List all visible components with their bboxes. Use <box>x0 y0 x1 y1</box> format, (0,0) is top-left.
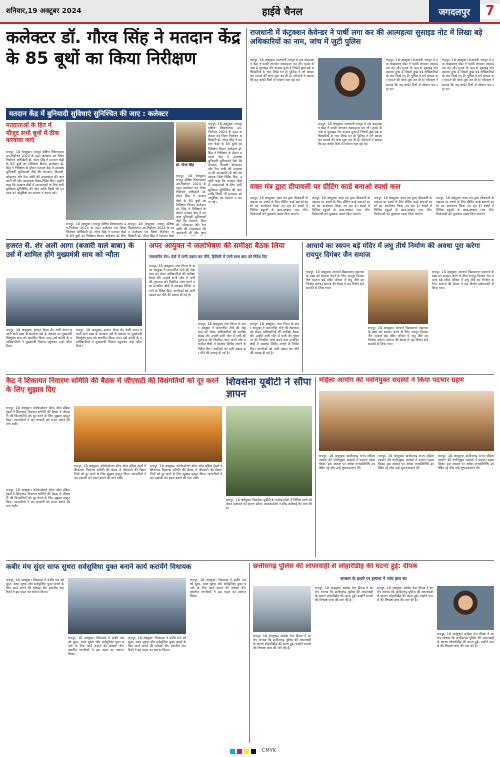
story10-body-col3: रायपुर, 18 अक्टूबर। विधायक ने कबीर मंच को सुंदर, साफ सुथरा और सर्वसुविधा युक्त बनाने के लिए कार्य कराने की घोषणा की। स्थानीय नागरिकों ने इस पहल का स्वागत किया। <box>128 636 186 653</box>
story11-body-col2: रायपुर, 18 अक्टूबर। कांग्रेस नेता दीपक ने आरोप लगाया कि छत्तीसगढ़ पुलिस की लापरवाही के कारण लोहारीडीह की घटना हुई। उन्होंने मामले की निष्पक्ष जांच की मांग की है। <box>315 586 373 603</box>
story11-headline-box <box>253 563 494 575</box>
column-rule <box>302 242 303 372</box>
story9-body-col3: रायपुर, 18 अक्टूबर। छत्तीसगढ़ राज्य महिला आयोग की नवनियुक्त सदस्यों ने पदभार ग्रहण किया। इस अवसर पर अनेक जनप्रतिनिधि उपस्थित रहे और उन्हें शुभकामनाएं दीं। <box>438 454 494 471</box>
story2-body-col3: रायपुर, 18 अक्टूबर। राजधानी रायपुर में एक कंस्ट्रक्शन वेंडर ने फांसी लगाकर आत्महत्या कर ली। मृतक के पास से सुसाइड नोट बरामद हुआ है जिसमें कुछ बड़े अधिकारियों के नाम लिखे गए हैं। पुलिस ने मर्ग कायम कर मामले की जांच शुरू कर दी है। परिजनों ने बताया कि वह काफी दिनों से परेशान चल रहा था। <box>386 58 438 91</box>
story11-body-col3: रायपुर, 18 अक्टूबर। कांग्रेस नेता दीपक ने आरोप लगाया कि छत्तीसगढ़ पुलिस की लापरवाही के कारण लोहारीडीह की घटना हुई। उन्होंने मामले की निष्पक्ष जांच की मांग की है। <box>377 586 433 603</box>
story9-headline-box <box>319 377 494 389</box>
column-rule <box>145 242 146 372</box>
story7-body-col3: रायपुर, 18 अक्टूबर। कॉन्फेडरेशन ऑफ ऑल इंडिया ट्रेडर्स ने शिकायत निवारण समिति की बैठक में जीएसटी की विसंगतियों को दूर करने के लिए सुझाव प्रस्तुत किए। व्यापारियों ने कर प्रणाली को सरल बनाने की मांग रखी। <box>150 464 222 481</box>
story4-body-col2: रायपुर, 18 अक्टूबर। हजरत सैयद शेर अली आगा बजारी वाले बाबा के सालाना उर्स के अवसर पर मुख्यमंत्री विष्णुदेव साय को आमंत्रित किया गया। उर्स कमेटी के पदाधिकारियों ने मुख्यमंत्री निवास पहुंचकर उन्हें न्यौता दिया। <box>76 328 142 349</box>
footer <box>0 745 500 757</box>
story10-headline: कबीर मंच सुंदर साफ सुथरा सर्वसुविधा युक्त बनाने कार्य करायेंगे विधायक <box>6 563 192 571</box>
story3-body-col4: रायपुर, 18 अक्टूबर। वक्त मंत्र द्वारा दीपावली के अवसर पर बच्चों के लिए ग्रीटिंग कार्ड बनाओ स्पर्धा का आयोजन किया जा रहा है। स्पर्धा में विभिन्न स्कूलों के छात्र-छात्राएं भाग लेंगे। विजेताओं को पुरस्कार प्रदान किए जाएंगे। <box>436 196 494 217</box>
story3-headline-box <box>250 183 494 194</box>
story3-headline: वक्त मंत्र द्वारा दीपावली पर ग्रीटिंग कार्ड बनाओ स्पर्धा कल <box>250 183 401 191</box>
story5-body-col1: रायपुर, 18 अक्टूबर। नगर निगम के अपर आयुक्त ने जलजनित रोगों की रोकथाम को लेकर अधिकारियों की समीक्षा बैठक ली। उन्होंने सभी जोन में पानी की गुणवत्ता की नियमित जांच करने तथा प्रभावित क्षेत्रों में स्वास्थ्य शिविर लगाने के निर्देश दिए। नागरिकों को पानी उबाल कर पीने की सलाह दी गई है। <box>149 264 195 297</box>
story3-body-col2: रायपुर, 18 अक्टूबर। वक्त मंत्र द्वारा दीपावली के अवसर पर बच्चों के लिए ग्रीटिंग कार्ड बनाओ स्पर्धा का आयोजन किया जा रहा है। स्पर्धा में विभिन्न स्कूलों के छात्र-छात्राएं भाग लेंगे। विजेताओं को पुरस्कार प्रदान किए जाएंगे। <box>312 196 370 217</box>
lead-photo-main <box>66 122 174 220</box>
story9-photo <box>319 391 494 451</box>
story2-body-col1: रायपुर, 18 अक्टूबर। राजधानी रायपुर में एक कंस्ट्रक्शन वेंडर ने फांसी लगाकर आत्महत्या कर ली। मृतक के पास से सुसाइड नोट बरामद हुआ है जिसमें कुछ बड़े अधिकारियों के नाम लिखे गए हैं। पुलिस ने मर्ग कायम कर मामले की जांच शुरू कर दी है। परिजनों ने बताया कि वह काफी दिनों से परेशान चल रहा था। <box>250 58 314 83</box>
story11-subhead: सरकार के इशारे पर हत्यारा ने जांच हाथ का <box>340 576 407 581</box>
lead-body-col1: रायपुर, 18 अक्टूबर। रायपुर दक्षिण विधानसभा उप-निर्वाचन 2024 के तहत कलेक्टर एवं जिला निर्वाचन अधिकारी डॉ. गौरव सिंह ने मतदान केंद्रों के 85 बूथों का निरीक्षण किया। कलेक्टर डॉ. सिंह ने निरीक्षण के दौरान मतदान केंद्र में उपलब्ध बुनियादी सुविधाओं जैसे कि पेयजल, बिजली, शौचालय और रैम्प आदि की उपलब्धता की जानकारी ली और आवश्यक दिशा-निर्देश दिए। उन्होंने कहा कि मतदान केंद्रों में मतदाताओं के लिए सभी सुविधाएं सुनिश्चित की जाएं ताकि किसी भी मतदाता को असुविधा का सामना न करना पड़े। <box>6 150 64 195</box>
story5-photo <box>198 264 299 320</box>
story6-body-col1: रायपुर, 18 अक्टूबर। आचार्य विद्यासागर महाराज के स्वप्न को साकार करने के लिए रायपुर दिगंबर जैन समाज बड़े मंदिर परिसर में लघु तीर्थ का निर्माण करेगा। समाज की बैठक में यह निर्णय सर्वसम्मति से लिया गया। <box>306 270 364 291</box>
section-rule <box>6 374 494 375</box>
story3-body-col3: रायपुर, 18 अक्टूबर। वक्त मंत्र द्वारा दीपावली के अवसर पर बच्चों के लिए ग्रीटिंग कार्ड बनाओ स्पर्धा का आयोजन किया जा रहा है। स्पर्धा में विभिन्न स्कूलों के छात्र-छात्राएं भाग लेंगे। विजेताओं को पुरस्कार प्रदान किए जाएंगे। <box>374 196 432 217</box>
lead-body-col5: रायपुर, 18 अक्टूबर। रायपुर दक्षिण विधानसभा उप-निर्वाचन 2024 के तहत कलेक्टर एवं जिला निर्वाचन अधिकारी डॉ. गौरव सिंह ने मतदान केंद्रों के 85 बूथों का निरीक्षण किया। कलेक्टर डॉ. सिंह ने निरीक्षण के दौरान मतदान केंद्र में उपलब्ध बुनियादी सुविधाओं जैसे कि पेयजल, बिजली, शौचालय और रैम्प आदि की उपलब्धता की जानकारी ली और आव <box>176 174 206 236</box>
column-rule <box>249 563 250 743</box>
lead-headline-box <box>6 28 242 106</box>
story2-headline: राजधानी में कंट्रक्शन केवेन्डर ने पार्षी लगा कर की आत्महत्या सुसाइड नोट में लिखा बड़े अधिकारियों का नाम, जांच में जुटी पुलिस <box>250 28 483 46</box>
story4-body-col1: रायपुर, 18 अक्टूबर। हजरत सैयद शेर अली आगा बजारी वाले बाबा के सालाना उर्स के अवसर पर मुख्यमंत्री विष्णुदेव साय को आमंत्रित किया गया। उर्स कमेटी के पदाधिकारियों ने मुख्यमंत्री निवास पहुंचकर उन्हें न्यौता दिया। <box>6 328 72 349</box>
city-label: जगदलपुर <box>429 0 480 22</box>
story4-headline-box <box>6 242 142 276</box>
story7-body-col4: रायपुर, 18 अक्टूबर। कॉन्फेडरेशन ऑफ ऑल इंडिया ट्रेडर्स ने शिकायत निवारण समिति की बैठक में जीएसटी की विसंगतियों को दूर करने के लिए सुझाव प्रस्तुत किए। व्यापारियों ने कर प्रणाली को सरल बनाने की मांग रखी। <box>6 488 70 509</box>
story11-photo <box>253 586 311 632</box>
magenta-swatch <box>237 749 242 754</box>
story2-body-col2: रायपुर, 18 अक्टूबर। राजधानी रायपुर में एक कंस्ट्रक्शन वेंडर ने फांसी लगाकर आत्महत्या कर ली। मृतक के पास से सुसाइड नोट बरामद हुआ है जिसमें कुछ बड़े अधिकारियों के नाम लिखे गए हैं। पुलिस ने मर्ग कायम कर मामले की जांच शुरू कर दी है। परिजनों ने बताया कि वह काफी दिनों से परेशान चल रहा था। <box>318 122 382 147</box>
story10-body-col1: रायपुर, 18 अक्टूबर। विधायक ने कबीर मंच को सुंदर, साफ सुथरा और सर्वसुविधा युक्त बनाने के लिए कार्य कराने की घोषणा की। स्थानीय नागरिकों ने इस पहल का स्वागत किया। <box>6 578 64 595</box>
story10-body-col4: रायपुर, 18 अक्टूबर। विधायक ने कबीर मंच को सुंदर, साफ सुथरा और सर्वसुविधा युक्त बनाने के लिए कार्य कराने की घोषणा की। स्थानीय नागरिकों ने इस पहल का स्वागत किया। <box>190 578 246 599</box>
story11-subhead-box <box>253 576 494 584</box>
story5-body-col2: रायपुर, 18 अक्टूबर। नगर निगम के अपर आयुक्त ने जलजनित रोगों की रोकथाम को लेकर अधिकारियों की समीक्षा बैठक ली। उन्होंने सभी जोन में पानी की गुणवत्ता की नियमित जांच करने तथा प्रभावित क्षेत्रों में स्वास्थ्य शिविर लगाने के निर्देश दिए। नागरिकों को पानी उबाल कर पीने की सलाह दी गई है। <box>198 322 246 355</box>
paper-name: हाईवे चैनल <box>262 7 303 18</box>
story6-body-col3: रायपुर, 18 अक्टूबर। आचार्य विद्यासागर महाराज के स्वप्न को साकार करने के लिए रायपुर दिगंबर जैन समाज बड़े मंदिर परिसर में लघु तीर्थ का निर्माण करेगा। समाज की बैठक में यह निर्णय सर्वसम्मति से लिया गया। <box>432 270 494 291</box>
lead-body-col2: रायपुर, 18 अक्टूबर। रायपुर दक्षिण विधानसभा उप-निर्वाचन 2024 के तहत कलेक्टर एवं जिला निर्वाचन अधिकारी डॉ. गौरव सिंह ने मतदान केंद्रों के 85 बूथों का निरीक्षण किया। कलेक्टर डॉ. सिंह ने निरीक्षण के दौरान मतदान केंद्र में उपलब्ध बुनियादी सुविधाओं जैसे कि पेयजल, बिजली, शौचालय और रैम्प आदि की उपलब्धता की जानकारी ली और आवश्यक दिशा-निर्देश दिए। उन्होंने कहा कि मतदान केंद्रों में मतदाताओं के लिए सभी सुविधाएं सुनिश्चित की जाएं ताकि किसी भी मतदाता को असुविधा का सामना न करना पड़े। <box>208 122 242 204</box>
column-rule <box>315 377 316 557</box>
story2-body-col4: रायपुर, 18 अक्टूबर। राजधानी रायपुर में एक कंस्ट्रक्शन वेंडर ने फांसी लगाकर आत्महत्या कर ली। मृतक के पास से सुसाइड नोट बरामद हुआ है जिसमें कुछ बड़े अधिकारियों के नाम लिखे गए हैं। पुलिस ने मर्ग कायम कर मामले की जांच शुरू कर दी है। परिजनों ने बताया कि वह काफी दिनों से परेशान चल रहा था। <box>442 58 494 91</box>
story10-photo <box>68 578 186 634</box>
story8-photo <box>226 406 312 496</box>
lead-subhead: मतदान केंद्र में बुनियादी सुविधाएं सुनिश्चित की जाए : कलेक्टर <box>6 108 242 120</box>
issue-date: शनिवार,19 अक्टूबर 2024 <box>6 6 82 15</box>
footer-label: CMYK <box>261 748 277 754</box>
lead-side-quote-box <box>6 122 64 148</box>
lead-body-col3: रायपुर, 18 अक्टूबर। रायपुर दक्षिण विधानसभा उप-निर्वाचन 2024 के तहत कलेक्टर एवं जिला निर्वाचन अधिकारी डॉ. गौरव सिंह ने मतदान केंद्रों के 85 बूथों का निरीक्षण किया। कलेक्टर डॉ. सिंह <box>66 222 126 238</box>
story7-headline-box <box>6 377 222 403</box>
story4-headline: हजरत सै. शेर अली आगा (बजारी वाले बाबा) के उर्स में शामिल होंगे मुख्यमंत्री साय को न्यौता <box>6 242 134 259</box>
story7-headline: कैट ने शिकायत निवारण समिति की बैठक में जीएसटी की विसंगतियों को दूर करने के लिए सुझाव दिए <box>6 377 219 394</box>
story5-headline: अपर आयुक्त ने जलभिषण की समीक्षा बैठक लिया <box>149 242 285 250</box>
lead-side-quote: मतदाताओं के हित में मौजूद सभी बूथों में ठीक करवाया जाएं <box>6 122 60 144</box>
story9-body-col2: रायपुर, 18 अक्टूबर। छत्तीसगढ़ राज्य महिला आयोग की नवनियुक्त सदस्यों ने पदभार ग्रहण किया। इस अवसर पर अनेक जनप्रतिनिधि उपस्थित रहे और उन्हें शुभकामनाएं दीं। <box>378 454 434 471</box>
black-swatch <box>251 749 256 754</box>
masthead <box>0 0 500 24</box>
story5-subhead-box <box>149 254 299 262</box>
story2-headline-box <box>250 28 494 54</box>
story6-photo <box>368 270 428 324</box>
story11-headline: छत्तीसगढ़ पुलिस की लापरवाही से लोहारीडीह की घटना हुई: दीपक <box>253 563 418 570</box>
column-rule <box>246 28 247 236</box>
story9-headline: महिला आयोग की नवनियुक्त सदस्यों ने किया पदभार ग्रहण <box>319 377 464 384</box>
section-rule <box>6 239 494 240</box>
story8-body: रायपुर, 18 अक्टूबर। शिवसेना यूबीटी के कार्यकर्ताओं ने विभिन्न मांगों को लेकर प्रशासन को ज्ञापन सौंपा। कार्यकर्ताओं ने शीघ्र कार्रवाई की मांग की है। <box>226 498 312 511</box>
story11-body-col4: रायपुर, 18 अक्टूबर। कांग्रेस नेता दीपक ने आरोप लगाया कि छत्तीसगढ़ पुलिस की लापरवाही के कारण लोहारीडीह की घटना हुई। उन्होंने मामले की निष्पक्ष जांच की मांग की है। <box>437 632 494 649</box>
lead-headline: कलेक्टर डॉ. गौरव सिंह ने मतदान केंद्र के 85 बूथों का किया निरीक्षण <box>6 28 241 69</box>
story3-body-col1: रायपुर, 18 अक्टूबर। वक्त मंत्र द्वारा दीपावली के अवसर पर बच्चों के लिए ग्रीटिंग कार्ड बनाओ स्पर्धा का आयोजन किया जा रहा है। स्पर्धा में विभिन्न स्कूलों के छात्र-छात्राएं भाग लेंगे। विजेताओं को पुरस्कार प्रदान किए जाएंगे। <box>250 196 308 217</box>
story11-portrait <box>437 586 494 630</box>
cyan-swatch <box>230 749 235 754</box>
cmyk-swatches <box>230 749 256 754</box>
story7-body-col2: रायपुर, 18 अक्टूबर। कॉन्फेडरेशन ऑफ ऑल इंडिया ट्रेडर्स ने शिकायत निवारण समिति की बैठक में जीएसटी की विसंगतियों को दूर करने के लिए सुझाव प्रस्तुत किए। व्यापारियों ने कर प्रणाली को सरल बनाने की मांग रखी। <box>74 464 146 481</box>
story5-headline-box <box>149 242 299 253</box>
section-rule <box>6 560 494 561</box>
yellow-swatch <box>244 749 249 754</box>
page-number: 7 <box>480 4 500 19</box>
story6-headline-box <box>306 242 494 268</box>
story10-headline-box <box>6 563 246 575</box>
story8-headline: शिवसेना यूबीटी ने सौंपा ज्ञापन <box>226 377 312 400</box>
lead-photo-portrait <box>176 122 206 162</box>
lead-body-col4: रायपुर, 18 अक्टूबर। रायपुर दक्षिण विधानसभा उप-निर्वाचन 2024 के तहत कलेक्टर एवं जिला निर्वाचन अधिकारी डॉ. गौरव सिंह ने मतदान केंद्रों <box>128 222 174 238</box>
story6-body-col2: रायपुर, 18 अक्टूबर। आचार्य विद्यासागर महाराज के स्वप्न को साकार करने के लिए रायपुर दिगंबर जैन समाज बड़े मंदिर परिसर में लघु तीर्थ का निर्माण करेगा। समाज की बैठक में यह निर्णय सर्वसम्मति से लिया गया। <box>368 326 428 347</box>
story5-body-col3: रायपुर, 18 अक्टूबर। नगर निगम के अपर आयुक्त ने जलजनित रोगों की रोकथाम को लेकर अधिकारियों की समीक्षा बैठक ली। उन्होंने सभी जोन में पानी की गुणवत्ता की नियमित जांच करने तथा प्रभावित क्षेत्रों में स्वास्थ्य शिविर लगाने के निर्देश दिए। नागरिकों को पानी उबाल कर पीने की सलाह दी गई है। <box>250 322 299 355</box>
story7-body-col1: रायपुर, 18 अक्टूबर। कॉन्फेडरेशन ऑफ ऑल इंडिया ट्रेडर्स ने शिकायत निवारण समिति की बैठक में जीएसटी की विसंगतियों को दूर करने के लिए सुझाव प्रस्तुत किए। व्यापारियों ने कर प्रणाली को सरल बनाने की मांग रखी। <box>6 406 70 427</box>
story6-headline: आचार्य का स्वपन बड़े मंदिर में लघु तीर्थ निर्माण की अवधा पूरा करेगा रायपुर दिगंबर जैन समाज <box>306 242 480 259</box>
story10-body-col2: रायपुर, 18 अक्टूबर। विधायक ने कबीर मंच को सुंदर, साफ सुथरा और सर्वसुविधा युक्त बनाने के लिए कार्य कराने की घोषणा की। स्थानीय नागरिकों ने इस पहल का स्वागत किया। <box>68 636 124 657</box>
lead-photo-caption: डॉ. गौरव सिंह <box>176 163 194 167</box>
story4-photo <box>6 278 142 326</box>
story11-body-col1: रायपुर, 18 अक्टूबर। कांग्रेस नेता दीपक ने आरोप लगाया कि छत्तीसगढ़ पुलिस की लापरवाही के कारण लोहारीडीह की घटना हुई। उन्होंने मामले की निष्पक्ष जांच की मांग की है। <box>253 634 311 651</box>
story2-photo <box>318 58 382 120</box>
story5-subhead: जलजनित रोग: देवों में पानी उबाल कर पीने, हितिसी में पानी साथ बाय को निर्देश दिए <box>149 254 268 259</box>
story3-rule <box>250 180 494 181</box>
story8-headline-box <box>226 377 312 405</box>
story7-photo <box>74 406 222 462</box>
story9-body-col1: रायपुर, 18 अक्टूबर। छत्तीसगढ़ राज्य महिला आयोग की नवनियुक्त सदस्यों ने पदभार ग्रहण किया। इस अवसर पर अनेक जनप्रतिनिधि उपस्थित रहे और उन्हें शुभकामनाएं दीं। <box>319 454 375 471</box>
